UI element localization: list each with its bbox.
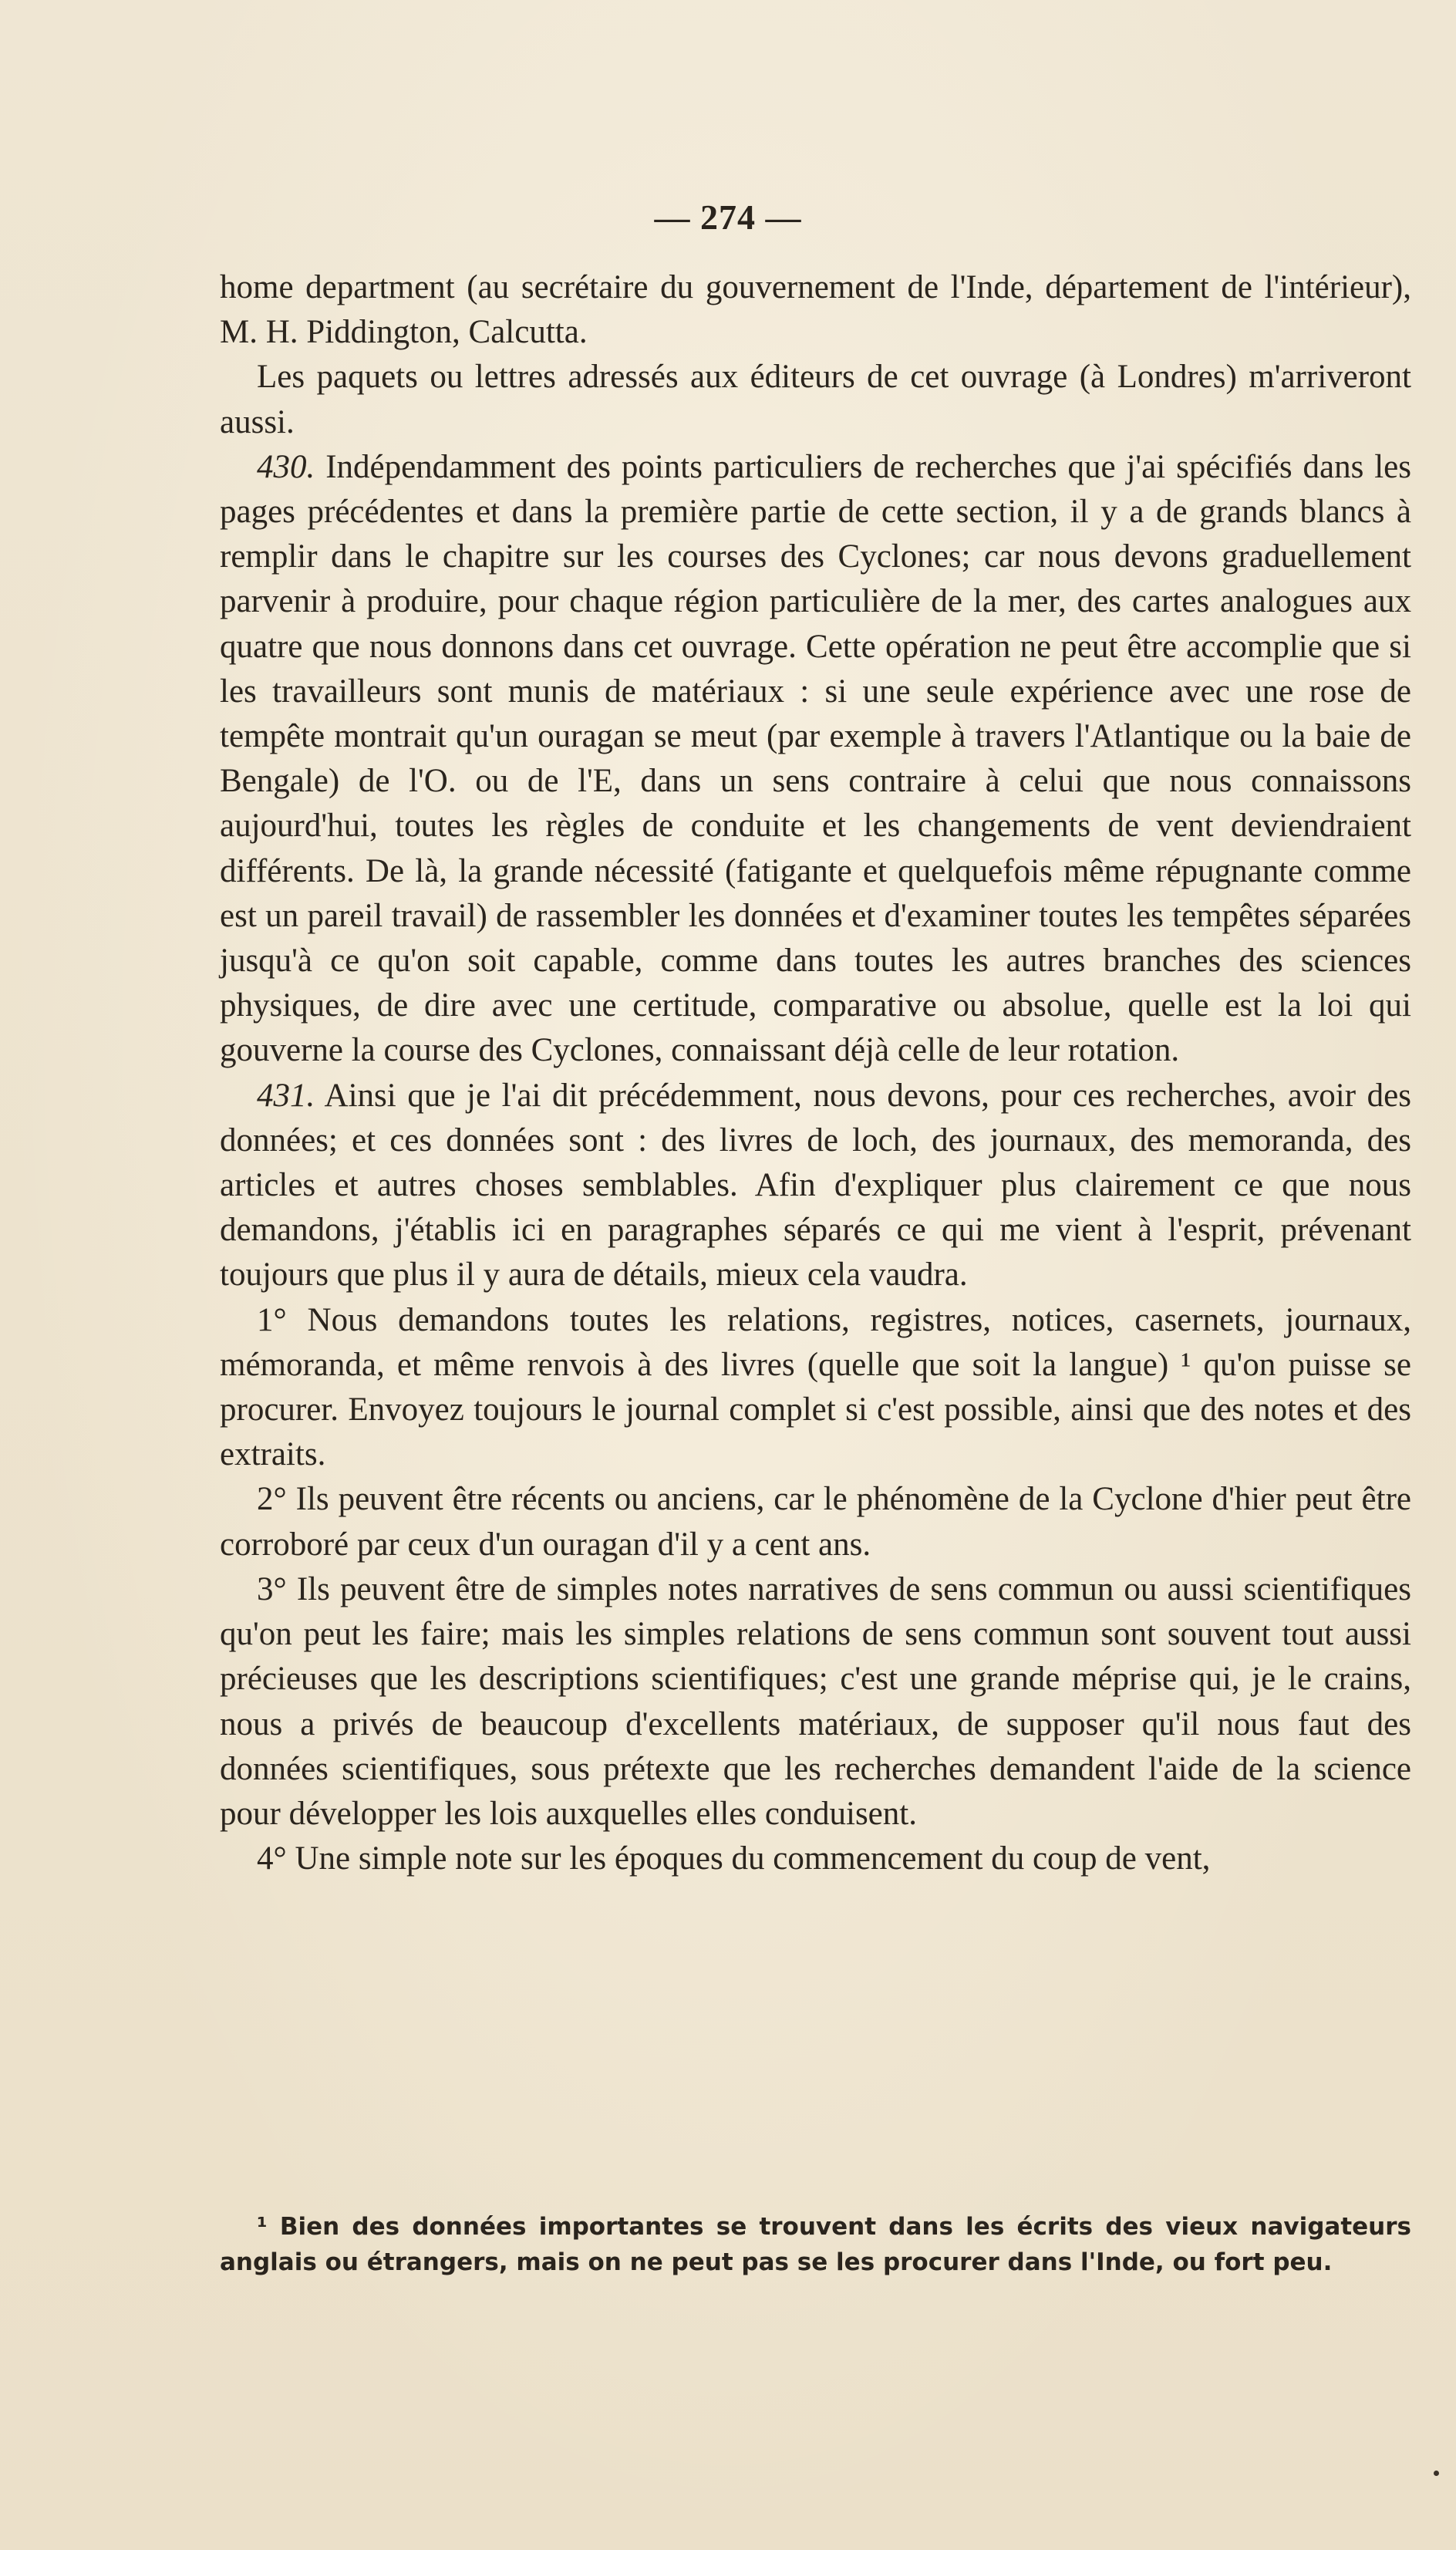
paragraph-text: Ainsi que je l'ai dit précédemment, nous devons, pour ces recherches, avoir des données; et ces données sont : des livres de loch, des journaux, des memoranda, des articles et autres choses semblables. Afin d'expliquer plus clairement ce que nous demandons, j'établis ici en paragraphes séparés ce qui me vient à l'esprit, prévenant toujours que plus il y aura de détails, mieux cela vaudra. <box>220 1077 1411 1294</box>
page-number: — 274 — <box>654 197 802 237</box>
paragraph-item-1: 1° Nous demandons toutes les relations, registres, notices, casernets, journaux, mémoranda, et même renvois à des livres (quelle que soit la langue) ¹ qu'on puisse se procurer. Envoyez toujours le journal complet si c'est possible, ainsi que des notes et des extraits. <box>220 1301 1411 1473</box>
paragraph-431 <box>220 1074 1411 1298</box>
paragraph-430 <box>220 445 1411 1074</box>
footnote: ¹ Bien des données importantes se trouvent dans les écrits des vieux navigateurs anglais ou étrangers, mais on ne peut pas se les procurer dans l'Inde, ou fort peu. <box>220 2213 1411 2276</box>
paragraph-item-4: 4° Une simple note sur les époques du commencement du coup de vent, <box>257 1840 1211 1877</box>
paragraph-number: 430. <box>257 448 315 485</box>
paragraph-item-3: 3° Ils peuvent être de simples notes narratives de sens commun ou aussi scientifiques qu'on peut les faire; mais les simples relations de sens commun sont souvent tout aussi précieuses que les descriptions scientifiques; c'est une grande méprise qui, je le crains, nous a privés de beaucoup d'excellents matériaux, de supposer qu'il nous faut des données scientifiques, sous prétexte que les recherches demandent l'aide de la science pour développer les lois auxquelles elles conduisent. <box>220 1570 1411 1832</box>
paragraph-text: Indépendamment des points particuliers de recherches que j'ai spécifiés dans les pages précédentes et dans la première partie de cette section, il y a de grands blancs à remplir dans le chapitre sur les courses des Cyclones; car nous devons graduellement parvenir à produire, pour chaque région particulière de la mer, des cartes analogues aux quatre que nous donnons dans cet ouvrage. Cette opération ne peut être accomplie que si les travailleurs sont munis de matériaux : si une seule expérience avec une rose de tempête montrait qu'un ouragan se meut (par exemple à travers l'Atlantique ou la baie de Bengale) de l'O. ou de l'E, dans un sens contraire à celui que nous connaissons aujourd'hui, toutes les règles de conduite et les changements de vent deviendraient différents. De là, la grande nécessité (fatigante et quelquefois même répugnante comme est un pareil travail) de rassembler les données et d'examiner toutes les tempêtes séparées jusqu'à ce qu'on soit capable, comme dans toutes les autres branches des sciences physiques, de dire avec une certitude, comparative ou absolue, quelle est la loi qui gouverne la course des Cyclones, connaissant déjà celle de leur rotation. <box>220 448 1412 1069</box>
paragraph-item-2: 2° Ils peuvent être récents ou anciens, car le phénomène de la Cyclone d'hier peut être corroboré par ceux d'un ouragan d'il y a cent ans. <box>220 1481 1411 1563</box>
paragraph-continuation: home department (au secrétaire du gouvernement de l'Inde, département de l'intérieur), M. H. Piddington, Calcutta. <box>220 269 1411 351</box>
body-text <box>220 265 1411 1881</box>
paragraph-number: 431. <box>257 1077 315 1114</box>
paragraph-addresses: Les paquets ou lettres adressés aux éditeurs de cet ouvrage (à Londres) m'arriveront aussi. <box>220 359 1411 440</box>
paper-speck <box>1434 2471 1439 2476</box>
